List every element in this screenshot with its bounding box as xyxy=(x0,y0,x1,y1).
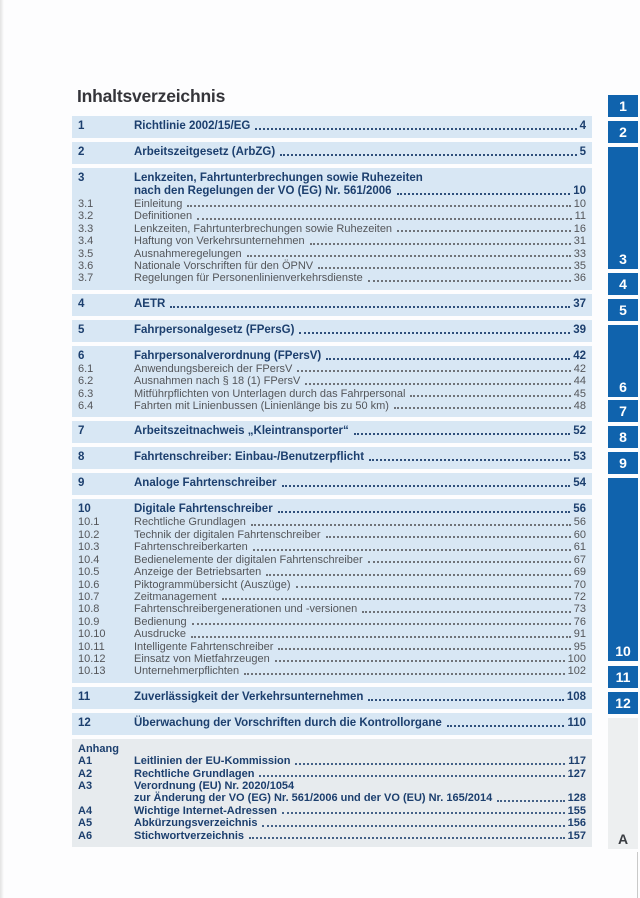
dot-leader xyxy=(191,636,571,638)
sub-entry-row xyxy=(72,817,592,829)
sub-entry-row xyxy=(72,653,592,665)
thumb-tab-11 xyxy=(608,666,638,688)
dot-leader xyxy=(262,825,564,827)
thumb-tab-label: 10 xyxy=(615,643,631,659)
dot-leader xyxy=(310,243,571,245)
sub-entry-row xyxy=(72,591,592,603)
entry-number: 7 xyxy=(78,425,85,438)
entry-number: 6.4 xyxy=(78,400,94,413)
dot-leader xyxy=(222,598,571,600)
toc-block-7 xyxy=(72,421,592,443)
sub-entry-row xyxy=(72,665,592,677)
entry-number: 10.12 xyxy=(78,652,106,665)
entry-title: Rechtliche Grundlagen xyxy=(134,516,246,529)
chapter-row xyxy=(72,451,592,464)
thumb-tab-label: 5 xyxy=(619,302,627,318)
thumb-tab-7 xyxy=(608,400,638,422)
page-number: 110 xyxy=(567,716,586,729)
entry-title: AETR xyxy=(134,297,166,310)
sub-entry-row xyxy=(72,554,592,566)
dot-leader xyxy=(187,205,570,207)
anhang-label: Anhang xyxy=(78,742,119,755)
sub-entry-row xyxy=(72,780,592,805)
dot-leader xyxy=(297,370,570,372)
toc-block-1 xyxy=(72,116,592,138)
entry-number: 3.4 xyxy=(78,235,94,248)
thumb-tab-10 xyxy=(608,478,638,661)
dot-leader xyxy=(299,332,570,334)
chapter-row xyxy=(72,146,592,159)
sub-entry-row xyxy=(72,272,592,284)
entry-title: Bedienung xyxy=(134,615,187,628)
entry-number: 10.10 xyxy=(78,628,106,641)
entry-title: Intelligente Fahrtenschreiber xyxy=(134,640,274,653)
entry-title: Definitionen xyxy=(134,210,193,223)
entry-title: Ausnahmeregelungen xyxy=(134,247,242,260)
entry-number: 6.3 xyxy=(78,387,94,400)
sub-entry-row xyxy=(72,260,592,272)
page-number: 117 xyxy=(568,755,586,768)
entry-number: 10.3 xyxy=(78,541,100,554)
chapter-row xyxy=(72,477,592,490)
sub-entry-row xyxy=(72,541,592,553)
entry-title: Fahrpersonalverordnung (FPersV) xyxy=(134,349,322,362)
entry-number: 9 xyxy=(78,477,85,490)
entry-number: 6.1 xyxy=(78,362,94,375)
dot-leader xyxy=(278,511,571,513)
entry-title: Mitführpflichten von Unterlagen durch das Fahrpersonal xyxy=(134,387,406,400)
page-number: 35 xyxy=(573,260,586,273)
thumb-tab-label: 12 xyxy=(615,695,631,711)
page-number: 48 xyxy=(573,400,586,413)
dot-leader xyxy=(275,660,565,662)
entry-title: Fahrtenschreibergenerationen und -versionen xyxy=(134,603,358,616)
page-number: 16 xyxy=(573,222,586,235)
sub-entry-row xyxy=(72,805,592,817)
entry-title: Fahrten mit Linienbussen (Linienlänge bis zu 50 km) xyxy=(134,400,389,413)
page-number: 73 xyxy=(573,603,586,616)
entry-number: 10.1 xyxy=(78,516,100,529)
page-number: 69 xyxy=(573,566,586,579)
chapter-row xyxy=(72,120,592,133)
entry-title: Einsatz von Mietfahrzeugen xyxy=(134,652,270,665)
sub-entry-row xyxy=(72,375,592,387)
sub-entry-row xyxy=(72,388,592,400)
entry-number: 10.4 xyxy=(78,553,100,566)
entry-number: 12 xyxy=(78,716,91,729)
entry-number: 3 xyxy=(78,172,85,184)
entry-title: Zeitmanagement xyxy=(134,590,217,603)
dot-leader xyxy=(354,433,570,435)
entry-number: 10.9 xyxy=(78,615,100,628)
page-number: 100 xyxy=(567,652,586,665)
toc-block-A xyxy=(72,739,592,847)
sub-entry-row xyxy=(72,248,592,260)
toc-list xyxy=(72,116,592,847)
entry-number: 10.6 xyxy=(78,578,100,591)
thumb-tab-label: 1 xyxy=(619,98,627,114)
page-number: 155 xyxy=(567,804,586,817)
dot-leader xyxy=(397,193,571,195)
dot-leader xyxy=(410,395,570,397)
page-number: 95 xyxy=(573,640,586,653)
entry-number: A3 xyxy=(78,779,93,792)
toc-block-3 xyxy=(72,168,592,290)
dot-leader xyxy=(259,775,564,777)
page-number: 67 xyxy=(573,553,586,566)
entry-title: Richtlinie 2002/15/EG xyxy=(134,120,251,132)
entry-number: 3.1 xyxy=(78,198,94,210)
entry-title: Anzeige der Betriebsarten xyxy=(134,566,262,579)
chapter-row xyxy=(72,503,592,516)
page-number: 42 xyxy=(573,362,586,375)
entry-title: Arbeitszeitgesetz (ArbZG) xyxy=(134,146,276,158)
sub-entry-row xyxy=(72,210,592,222)
page-number: 31 xyxy=(573,235,586,248)
entry-title: Unternehmerpflichten xyxy=(134,665,240,678)
thumb-tab-label: 8 xyxy=(619,429,627,445)
thumb-tab-6 xyxy=(608,325,638,397)
page-number: 56 xyxy=(573,503,586,516)
thumb-tab-12 xyxy=(608,692,638,714)
page-number: 10 xyxy=(573,185,586,197)
sub-entry-row xyxy=(72,363,592,375)
entry-number: 3.3 xyxy=(78,222,94,235)
entry-number: 2 xyxy=(78,146,85,158)
page-number: 39 xyxy=(573,323,586,336)
thumb-tab-label: 2 xyxy=(619,124,627,140)
sub-entry-row xyxy=(72,628,592,640)
entry-title: Bedienelemente der digitalen Fahrtenschreiber xyxy=(134,553,363,566)
page-number: 45 xyxy=(573,387,586,400)
dot-leader xyxy=(447,725,565,727)
entry-number: 3.5 xyxy=(78,247,94,260)
thumb-tab-9 xyxy=(608,452,638,474)
thumb-tab-label: 7 xyxy=(619,403,627,419)
toc-block-9 xyxy=(72,473,592,495)
page-number: 56 xyxy=(573,516,586,529)
sub-entry-row xyxy=(72,198,592,210)
chapter-row xyxy=(72,717,592,730)
entry-number: 3.2 xyxy=(78,210,94,223)
page-number: 72 xyxy=(573,590,586,603)
entry-title: Regelungen für Personenlinienverkehrsdienste xyxy=(134,272,363,285)
dot-leader xyxy=(326,358,570,360)
dot-leader xyxy=(249,837,565,839)
thumb-tab-label: 9 xyxy=(619,455,627,471)
dot-leader xyxy=(282,812,565,814)
entry-title: Lenkzeiten, Fahrtunterbrechungen sowie Ruhezeiten xyxy=(134,222,393,235)
entry-number: 3.7 xyxy=(78,272,94,285)
thumb-tab-label: 11 xyxy=(615,669,631,685)
entry-title: Überwachung der Vorschriften durch die Kontrollorgane xyxy=(134,716,442,729)
dot-leader xyxy=(278,648,570,650)
entry-title: Anwendungsbereich der FPersV xyxy=(134,362,293,375)
entry-number: 8 xyxy=(78,451,85,464)
dot-leader xyxy=(244,673,564,675)
chapter-row xyxy=(72,298,592,311)
entry-title: Nationale Vorschriften für den ÖPNV xyxy=(134,260,314,273)
sub-entry-row xyxy=(72,223,592,235)
entry-title: Einleitung xyxy=(134,198,183,210)
dot-leader xyxy=(280,154,576,156)
page-title: Inhaltsverzeichnis xyxy=(77,86,226,106)
entry-number: 10.13 xyxy=(78,665,106,678)
entry-title: Fahrpersonalgesetz (FPersG) xyxy=(134,323,295,336)
entry-number: 10.8 xyxy=(78,603,100,616)
entry-title: Leitlinien der EU-Kommission xyxy=(134,755,291,768)
toc-block-8 xyxy=(72,447,592,469)
dot-leader xyxy=(497,800,564,802)
entry-number: 6.2 xyxy=(78,375,94,388)
page-number: 91 xyxy=(573,628,586,641)
thumb-tab-label: 3 xyxy=(619,251,627,267)
entry-title: Wichtige Internet-Adressen xyxy=(134,804,277,817)
sub-entry-row xyxy=(72,616,592,628)
dot-leader xyxy=(368,561,571,563)
thumb-tab-5 xyxy=(608,299,638,321)
page-number: 108 xyxy=(566,690,586,703)
sub-entry-row xyxy=(72,830,592,842)
entry-title: Analoge Fahrtenschreiber xyxy=(134,477,277,490)
toc-block-2 xyxy=(72,142,592,164)
page-number: 61 xyxy=(573,541,586,554)
page-number: 52 xyxy=(573,425,586,438)
entry-number: A4 xyxy=(78,804,93,817)
sub-entry-row xyxy=(72,579,592,591)
entry-number: 10.7 xyxy=(78,590,100,603)
page-number: 36 xyxy=(573,272,586,285)
page-number: 44 xyxy=(573,375,586,388)
entry-number: 10.2 xyxy=(78,528,100,541)
entry-number: A6 xyxy=(78,829,93,842)
entry-title: zur Änderung der VO (EG) Nr. 561/2006 und der VO (EU) Nr. 165/2014 xyxy=(134,792,493,805)
sub-entry-row xyxy=(72,603,592,615)
entry-title: Ausdrucke xyxy=(134,628,186,641)
sub-entry-row xyxy=(72,768,592,780)
page-number: 53 xyxy=(573,451,586,464)
entry-number: 10 xyxy=(78,503,91,516)
page-number: 33 xyxy=(573,247,586,260)
entry-title: Piktogrammübersicht (Auszüge) xyxy=(134,578,291,591)
dot-leader xyxy=(170,306,570,308)
entry-title: Stichwortverzeichnis xyxy=(134,829,245,842)
dot-leader xyxy=(394,407,571,409)
dot-leader xyxy=(192,623,571,625)
entry-title: Fahrtenschreiber: Einbau-/Benutzerpflicht xyxy=(134,451,365,464)
thumb-tab-label: A xyxy=(617,831,629,847)
page-number: 70 xyxy=(573,578,586,591)
dot-leader xyxy=(296,586,571,588)
entry-title: Abkürzungsverzeichnis xyxy=(134,817,258,830)
entry-number: 1 xyxy=(78,120,85,132)
entry-number: A1 xyxy=(78,755,93,768)
toc-block-6 xyxy=(72,346,592,418)
sub-entry-row xyxy=(72,566,592,578)
entry-number: 3.6 xyxy=(78,260,94,273)
entry-number: 10.11 xyxy=(78,640,105,653)
entry-title: Digitale Fahrtenschreiber xyxy=(134,503,273,516)
page-number: 102 xyxy=(567,665,586,678)
entry-number: 6 xyxy=(78,349,85,362)
toc-block-11 xyxy=(72,687,592,709)
dot-leader xyxy=(251,524,571,526)
entry-title: Zuverlässigkeit der Verkehrsunternehmen xyxy=(134,690,364,703)
chapter-row xyxy=(72,172,592,198)
page-number: 37 xyxy=(573,297,586,310)
dot-leader xyxy=(295,763,565,765)
sub-entry-row xyxy=(72,641,592,653)
dot-leader xyxy=(362,611,571,613)
dot-leader xyxy=(305,383,570,385)
page-number: 4 xyxy=(579,120,586,132)
chapter-row xyxy=(72,425,592,438)
sub-entry-row xyxy=(72,235,592,247)
dot-leader xyxy=(397,230,571,232)
entry-number: 4 xyxy=(78,297,85,310)
page-number: 157 xyxy=(567,829,586,842)
entry-number: 5 xyxy=(78,323,85,336)
dot-leader xyxy=(255,128,576,130)
page-number: 54 xyxy=(573,477,586,490)
dot-leader xyxy=(318,267,571,269)
dot-leader xyxy=(247,255,571,257)
page-number: 156 xyxy=(567,817,586,830)
page-number: 42 xyxy=(573,349,586,362)
entry-title: Technik der digitalen Fahrtenschreiber xyxy=(134,528,321,541)
entry-title: Rechtliche Grundlagen xyxy=(134,767,255,780)
toc-block-4 xyxy=(72,294,592,316)
thumb-tab-column xyxy=(608,0,638,898)
entry-number: A5 xyxy=(78,817,93,830)
entry-title-line: Lenkzeiten, Fahrtunterbrechungen sowie Ruhezeiten xyxy=(134,172,423,184)
dot-leader xyxy=(266,574,571,576)
thumb-tab-2 xyxy=(608,121,638,143)
sub-entry-row xyxy=(72,516,592,528)
dot-leader xyxy=(197,218,571,220)
dot-leader xyxy=(282,485,571,487)
dot-leader xyxy=(253,549,571,551)
entry-number: A2 xyxy=(78,767,93,780)
thumb-tab-label: 4 xyxy=(619,276,627,292)
dot-leader xyxy=(368,699,563,701)
chapter-row xyxy=(72,691,592,704)
sub-entry-row xyxy=(72,400,592,412)
page-number: 5 xyxy=(579,146,586,158)
entry-number: 10.5 xyxy=(78,566,100,579)
entry-title: Haftung von Verkehrsunternehmen xyxy=(134,235,305,248)
entry-number: 11 xyxy=(78,690,91,703)
page-number: 127 xyxy=(567,767,586,780)
sub-entry-row xyxy=(72,755,592,767)
page-number: 60 xyxy=(573,528,586,541)
toc-block-5 xyxy=(72,320,592,342)
thumb-tab-3 xyxy=(608,147,638,269)
chapter-row xyxy=(72,350,592,363)
entry-title: Ausnahmen nach § 18 (1) FPersV xyxy=(134,375,301,388)
entry-title: Arbeitszeitnachweis „Kleintransporter“ xyxy=(134,425,349,438)
page-number: 128 xyxy=(567,792,586,805)
dot-leader xyxy=(368,280,571,282)
toc-block-12 xyxy=(72,713,592,735)
thumb-tab-label: 6 xyxy=(619,379,627,395)
page-number: 11 xyxy=(574,210,586,223)
thumb-tab-1 xyxy=(608,95,638,117)
chapter-row xyxy=(72,324,592,337)
dot-leader xyxy=(369,459,570,461)
entry-title: Fahrtenschreiberkarten xyxy=(134,541,248,554)
page-number: 76 xyxy=(573,615,586,628)
sub-entry-row xyxy=(72,529,592,541)
dot-leader xyxy=(326,536,571,538)
toc-block-10 xyxy=(72,499,592,682)
entry-title: nach den Regelungen der VO (EG) Nr. 561/2006 xyxy=(134,185,392,197)
thumb-tab-A xyxy=(608,718,638,849)
thumb-tab-8 xyxy=(608,426,638,448)
entry-title-line: Verordnung (EU) Nr. 2020/1054 xyxy=(134,779,295,792)
page-number: 10 xyxy=(573,198,586,210)
thumb-tab-4 xyxy=(608,273,638,295)
